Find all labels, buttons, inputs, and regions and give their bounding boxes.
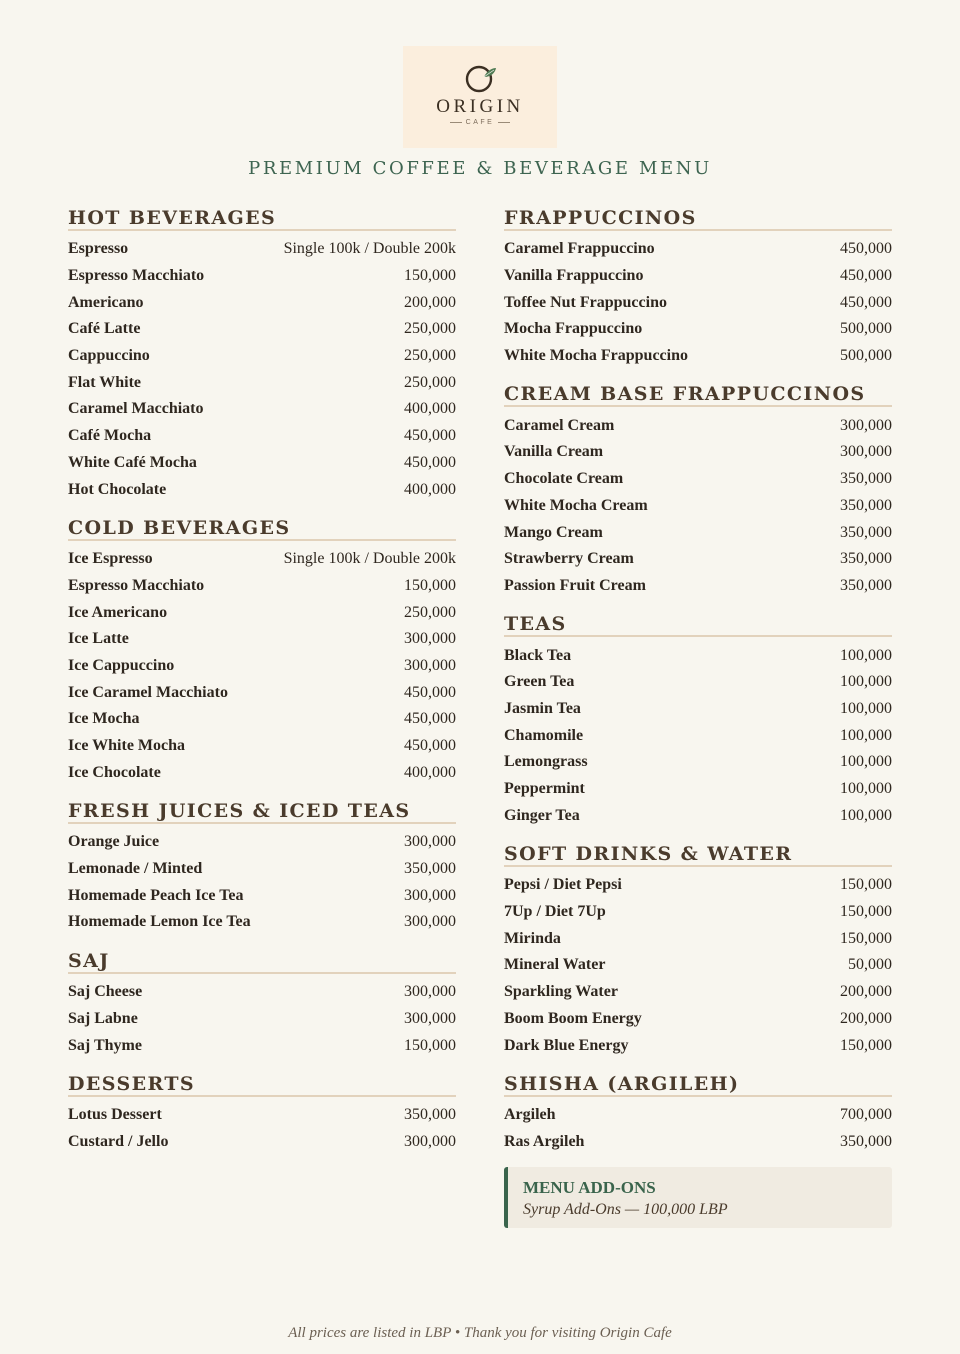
item-price: 150,000 [840, 876, 892, 894]
menu-item [504, 493, 892, 520]
menu-item [504, 519, 892, 546]
item-name: Lemonade / Minted [68, 860, 203, 878]
item-price: 100,000 [840, 726, 892, 744]
item-price: 450,000 [404, 737, 456, 755]
item-name: Café Mocha [68, 427, 152, 445]
item-price: 400,000 [404, 400, 456, 418]
section-teas [504, 611, 892, 829]
item-price: 50,000 [848, 956, 892, 974]
item-price: 200,000 [404, 293, 456, 311]
menu-item [68, 706, 456, 733]
menu-item [504, 439, 892, 466]
menu-item [504, 1102, 892, 1129]
item-price: 300,000 [404, 1009, 456, 1027]
item-name: Ice Chocolate [68, 763, 161, 781]
item-price: 100,000 [840, 806, 892, 824]
section-shisha [504, 1071, 892, 1155]
item-price: 150,000 [404, 267, 456, 285]
item-name: Vanilla Cream [504, 443, 604, 461]
item-name: Ice Caramel Macchiato [68, 683, 228, 701]
item-price: Single 100k / Double 200k [283, 240, 456, 258]
item-name: Ice Americano [68, 603, 168, 621]
menu-item [68, 856, 456, 883]
item-name: Caramel Macchiato [68, 400, 204, 418]
menu-item [504, 925, 892, 952]
item-price: 200,000 [840, 1009, 892, 1027]
item-name: Saj Thyme [68, 1036, 142, 1054]
item-name: Lemongrass [504, 753, 588, 771]
item-name: Homemade Lemon Ice Tea [68, 913, 251, 931]
item-price: 300,000 [404, 1132, 456, 1150]
menu-item [504, 466, 892, 493]
menu-item [68, 423, 456, 450]
menu-item [504, 802, 892, 829]
menu-item [68, 733, 456, 760]
item-name: Café Latte [68, 320, 141, 338]
item-name: Orange Juice [68, 833, 160, 851]
menu-item [68, 546, 456, 573]
item-price: 300,000 [404, 913, 456, 931]
item-price: 350,000 [840, 576, 892, 594]
section-title: FRAPPUCCINOS [504, 205, 892, 231]
item-name: Hot Chocolate [68, 480, 167, 498]
section-cream [504, 381, 892, 599]
addons-title: MENU ADD-ONS [523, 1178, 656, 1198]
item-price: 300,000 [404, 886, 456, 904]
menu-item [68, 829, 456, 856]
footer-note: All prices are listed in LBP • Thank you for visiting Origin Cafe [288, 1325, 672, 1341]
item-price: 350,000 [404, 860, 456, 878]
item-name: Peppermint [504, 780, 585, 798]
section-title: HOT BEVERAGES [68, 205, 456, 231]
item-name: Argileh [504, 1106, 556, 1124]
item-price: 300,000 [404, 833, 456, 851]
menu-item [504, 722, 892, 749]
item-name: Toffee Nut Frappuccino [504, 293, 667, 311]
item-price: Single 100k / Double 200k [283, 550, 456, 568]
section-soft [504, 841, 892, 1059]
menu-item [504, 1129, 892, 1156]
section-title: CREAM BASE FRAPPUCCINOS [504, 381, 892, 407]
menu-item [504, 669, 892, 696]
item-price: 350,000 [404, 1106, 456, 1124]
item-name: Passion Fruit Cream [504, 576, 646, 594]
addons-text: Syrup Add-Ons — 100,000 LBP [523, 1201, 728, 1219]
item-price: 100,000 [840, 673, 892, 691]
item-price: 300,000 [840, 443, 892, 461]
item-name: White Café Mocha [68, 453, 197, 471]
menu-item [504, 412, 892, 439]
menu-item [504, 696, 892, 723]
item-price: 250,000 [404, 603, 456, 621]
item-price: 150,000 [404, 1036, 456, 1054]
item-price: 300,000 [404, 630, 456, 648]
item-name: Vanilla Frappuccino [504, 267, 644, 285]
menu-item [504, 952, 892, 979]
item-name: Americano [68, 293, 144, 311]
menu-item [68, 1102, 456, 1129]
item-price: 350,000 [840, 496, 892, 514]
section-title: DESSERTS [68, 1071, 456, 1097]
menu-item [504, 979, 892, 1006]
item-name: Chamomile [504, 726, 584, 744]
item-name: Ras Argileh [504, 1132, 585, 1150]
item-name: Sparkling Water [504, 983, 618, 1001]
item-price: 350,000 [840, 470, 892, 488]
item-price: 100,000 [840, 646, 892, 664]
item-name: Saj Cheese [68, 983, 143, 1001]
item-price: 150,000 [840, 903, 892, 921]
menu-item [504, 899, 892, 926]
item-price: 300,000 [404, 983, 456, 1001]
item-name: 7Up / Diet 7Up [504, 903, 606, 921]
right-column [504, 205, 892, 1228]
menu-item [68, 236, 456, 263]
menu-item [68, 1129, 456, 1156]
menu-item [68, 369, 456, 396]
cafe-logo [403, 46, 557, 148]
menu-item [68, 450, 456, 477]
menu-item [68, 396, 456, 423]
item-name: Chocolate Cream [504, 470, 624, 488]
menu-item [68, 626, 456, 653]
item-name: Boom Boom Energy [504, 1009, 642, 1027]
item-name: Black Tea [504, 646, 572, 664]
menu-item [68, 1032, 456, 1059]
item-name: Ice White Mocha [68, 737, 186, 755]
menu-item [504, 573, 892, 600]
item-name: Espresso Macchiato [68, 576, 205, 594]
item-price: 250,000 [404, 373, 456, 391]
menu-item [504, 263, 892, 290]
menu-item [504, 546, 892, 573]
logo-subtext: CAFE [403, 119, 557, 126]
item-name: Strawberry Cream [504, 550, 634, 568]
menu-item [68, 909, 456, 936]
menu-item [68, 1006, 456, 1033]
item-name: Cappuccino [68, 347, 150, 365]
item-name: Caramel Frappuccino [504, 240, 655, 258]
menu-item [68, 316, 456, 343]
item-price: 450,000 [404, 683, 456, 701]
menu-item [504, 642, 892, 669]
item-price: 100,000 [840, 780, 892, 798]
section-title: SOFT DRINKS & WATER [504, 841, 892, 867]
item-price: 450,000 [404, 453, 456, 471]
menu-item [68, 759, 456, 786]
section-frapp [504, 205, 892, 369]
item-price: 150,000 [404, 576, 456, 594]
item-price: 450,000 [404, 710, 456, 728]
item-name: Saj Labne [68, 1009, 138, 1027]
item-price: 300,000 [404, 656, 456, 674]
menu-item [504, 1032, 892, 1059]
item-price: 150,000 [840, 1036, 892, 1054]
section-desserts [68, 1071, 456, 1155]
item-price: 450,000 [840, 293, 892, 311]
menu-item [68, 263, 456, 290]
item-price: 150,000 [840, 929, 892, 947]
section-title: SHISHA (ARGILEH) [504, 1071, 892, 1097]
section-title: SAJ [68, 948, 456, 974]
section-saj [68, 948, 456, 1059]
menu-subtitle: PREMIUM COFFEE & BEVERAGE MENU [248, 158, 712, 179]
menu-item [68, 343, 456, 370]
item-name: White Mocha Cream [504, 496, 648, 514]
item-price: 450,000 [840, 240, 892, 258]
menu-item [504, 289, 892, 316]
left-column [68, 205, 456, 1167]
item-price: 100,000 [840, 753, 892, 771]
item-name: Ice Latte [68, 630, 129, 648]
item-name: Pepsi / Diet Pepsi [504, 876, 622, 894]
menu-item [68, 599, 456, 626]
item-price: 700,000 [840, 1106, 892, 1124]
section-title: TEAS [504, 611, 892, 637]
section-title: COLD BEVERAGES [68, 515, 456, 541]
item-name: Espresso Macchiato [68, 267, 205, 285]
item-name: Ice Mocha [68, 710, 140, 728]
item-price: 200,000 [840, 983, 892, 1001]
menu-item [504, 316, 892, 343]
item-name: Mineral Water [504, 956, 606, 974]
menu-addons-box [504, 1167, 892, 1228]
item-price: 400,000 [404, 480, 456, 498]
item-price: 500,000 [840, 320, 892, 338]
menu-item [504, 776, 892, 803]
item-price: 500,000 [840, 347, 892, 365]
section-cold [68, 515, 456, 786]
menu-item [68, 573, 456, 600]
menu-item [68, 289, 456, 316]
menu-item [504, 749, 892, 776]
item-name: Mango Cream [504, 523, 603, 541]
menu-item [504, 236, 892, 263]
menu-item [68, 653, 456, 680]
item-name: Ice Espresso [68, 550, 153, 568]
item-name: Mocha Frappuccino [504, 320, 643, 338]
item-price: 450,000 [404, 427, 456, 445]
section-title: FRESH JUICES & ICED TEAS [68, 798, 456, 824]
item-name: White Mocha Frappuccino [504, 347, 688, 365]
item-name: Custard / Jello [68, 1132, 169, 1150]
item-price: 350,000 [840, 550, 892, 568]
menu-item [68, 979, 456, 1006]
menu-item [504, 343, 892, 370]
item-name: Mirinda [504, 929, 561, 947]
item-name: Ginger Tea [504, 806, 580, 824]
item-price: 100,000 [840, 699, 892, 717]
menu-item [68, 476, 456, 503]
item-price: 250,000 [404, 347, 456, 365]
item-name: Flat White [68, 373, 142, 391]
item-name: Caramel Cream [504, 416, 615, 434]
item-name: Lotus Dessert [68, 1106, 162, 1124]
leaf-o-logo-icon [463, 62, 497, 94]
item-price: 300,000 [840, 416, 892, 434]
item-name: Homemade Peach Ice Tea [68, 886, 244, 904]
item-price: 450,000 [840, 267, 892, 285]
item-name: Dark Blue Energy [504, 1036, 629, 1054]
item-price: 400,000 [404, 763, 456, 781]
item-price: 250,000 [404, 320, 456, 338]
section-hot [68, 205, 456, 503]
logo-name: ORIGIN [436, 96, 524, 117]
item-price: 350,000 [840, 523, 892, 541]
item-name: Espresso [68, 240, 129, 258]
menu-item [68, 679, 456, 706]
section-juices [68, 798, 456, 936]
item-name: Ice Cappuccino [68, 656, 175, 674]
item-price: 350,000 [840, 1132, 892, 1150]
menu-item [68, 882, 456, 909]
item-name: Green Tea [504, 673, 575, 691]
menu-item [504, 872, 892, 899]
item-name: Jasmin Tea [504, 699, 581, 717]
menu-item [504, 1006, 892, 1033]
